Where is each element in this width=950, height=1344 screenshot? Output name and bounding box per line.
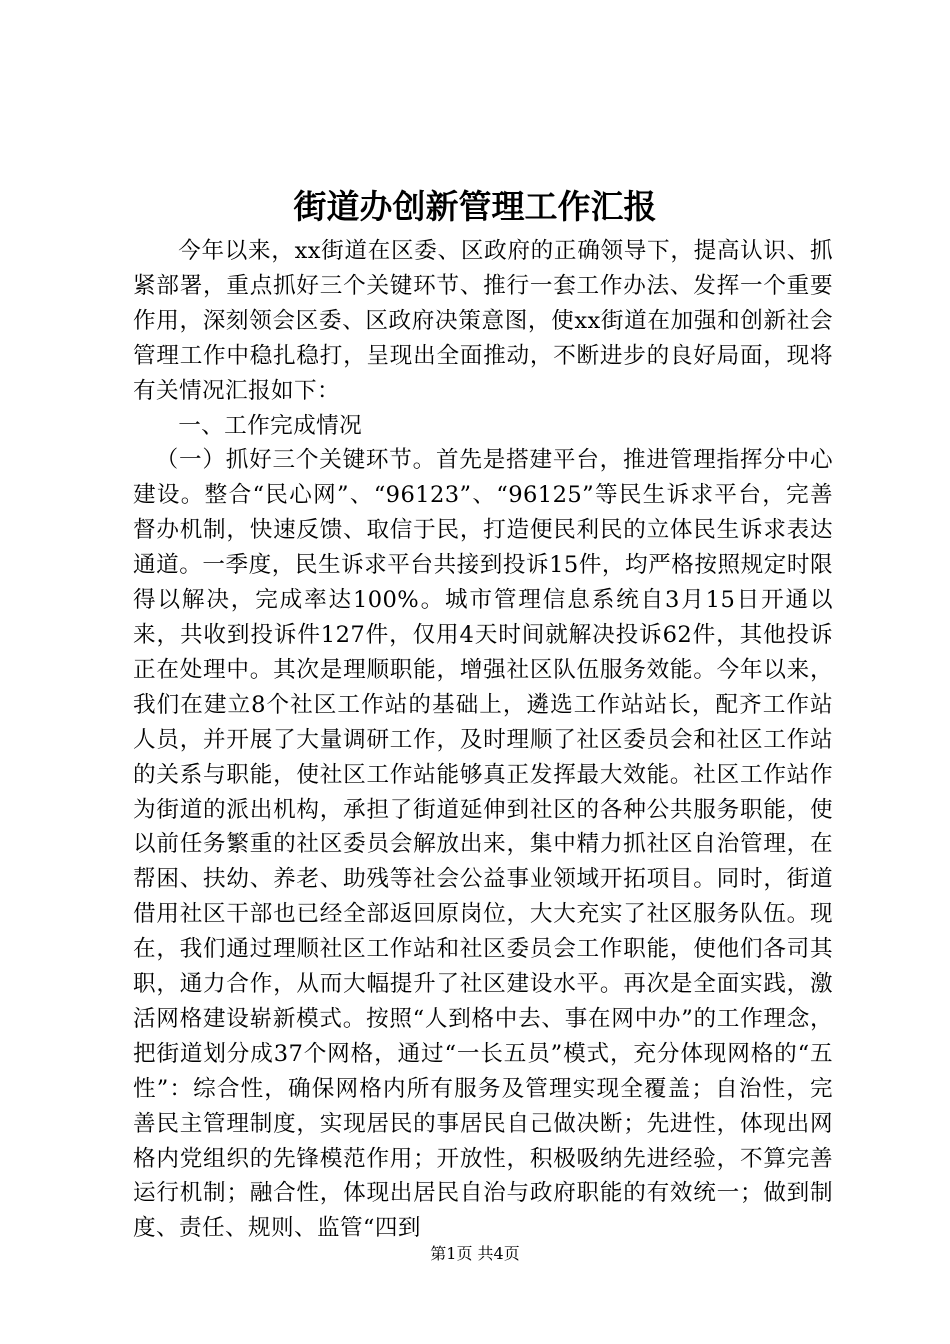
intro-paragraph: 今年以来，xx街道在区委、区政府的正确领导下，提高认识、抓紧部署，重点抓好三个关键环节、推行一套工作办法、发挥一个重要作用，深刻领会区委、区政府决策意图，使xx街道在加强和创新社会管理工作中稳扎稳打，呈现出全面推动，不断进步的良好局面，现将有关情况汇报如下： <box>133 238 833 404</box>
section-heading: 一、工作完成情况 <box>178 412 363 439</box>
document-title: 街道办创新管理工作汇报 <box>293 187 657 226</box>
subsection-paragraph: （一）抓好三个关键环节。首先是搭建平台，推进管理指挥分中心建设。整合“民心网”、“96123”、“96125”等民生诉求平台，完善督办机制，快速反馈、取信于民，打造便民利民的立体民生诉求表达通道。一季度，民生诉求平台共接到投诉15件，均严格按照规定时限得以解决，完成率达100%。城市管理信息系统自3月15日开通以来，共收到投诉件127件，仅用4天时间就解决投诉62件，其他投诉正在处理中。其次是理顺职能，增强社区队伍服务效能。今年以来，我们在建立8个社区工作站的基础上，遴选工作站站长，配齐工作站人员，并开展了大量调研工作，及时理顺了社区委员会和社区工作站的关系与职能，使社区工作站能够真正发挥最大效能。社区工作站作为街道的派出机构，承担了街道延伸到社区的各种公共服务职能，使以前任务繁重的社区委员会解放出来，集中精力抓社区自治管理，在帮困、扶幼、养老、助残等社会公益事业领域开拓项目。同时，街道借用社区干部也已经全部返回原岗位，大大充实了社区服务队伍。现在，我们通过理顺社区工作站和社区委员会工作职能，使他们各司其职，通力合作，从而大幅提升了社区建设水平。再次是全面实践，激活网格建设崭新模式。按照“人到格中去、事在网中办”的工作理念，把街道划分成37个网格，通过“一长五员”模式，充分体现网格的“五性”：综合性，确保网格内所有服务及管理实现全覆盖；自治性，完善民主管理制度，实现居民的事居民自己做决断；先进性，体现出网格内党组织的先锋模范作用；开放性，积极吸纳先进经验，不算完善运行机制；融合性，体现出居民自治与政府职能的有效统一；做到制度、责任、规则、监管“四到 <box>133 447 833 1242</box>
page-footer: 第1页 共4页 <box>430 1244 520 1263</box>
document-body <box>133 234 833 1246</box>
